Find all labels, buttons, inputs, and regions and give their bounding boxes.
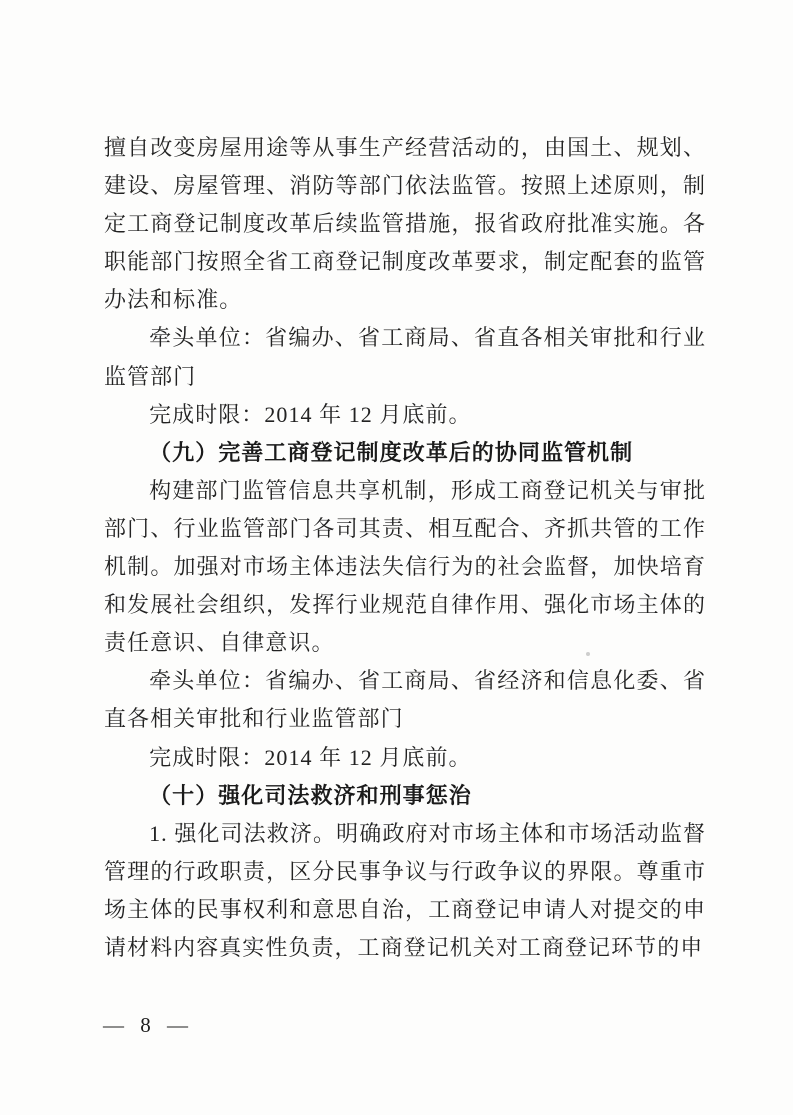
text-block bbox=[104, 129, 706, 967]
lead-unit-line-section9-2: 牵头单位：省编办、省工商局、省经济和信息化委、省直各相关审批和行业监管部门 bbox=[104, 668, 706, 732]
scan-artifact-speck bbox=[586, 652, 590, 656]
lead-unit-line-section9: 牵头单位：省编办、省工商局、省直各相关审批和行业监管部门 bbox=[104, 325, 706, 389]
body-paragraph-section9: 构建部门监管信息共享机制，形成工商登记机关与审批部门、行业监管部门各司其责、相互配合、齐抓共管的工作机制。加强对市场主体违法失信行为的社会监督，加快培育和发展社会组织，发挥行业规范自律作用、强化市场主体的责任意识、自律意识。 bbox=[104, 477, 706, 656]
deadline-line-section9-2: 完成时限：2014 年 12 月底前。 bbox=[149, 744, 472, 770]
body-paragraph-section10: 1. 强化司法救济。明确政府对市场主体和市场活动监督管理的行政职责，区分民事争议与行政争议的界限。尊重市场主体的民事权利和意思自治，工商登记申请人对提交的申请材料内容真实性负责，工商登记机关对工商登记环节的申 bbox=[104, 820, 706, 960]
section-heading-10: （十）强化司法救济和刑事惩治 bbox=[149, 782, 472, 808]
page-number: — 8 — bbox=[103, 1013, 189, 1037]
section-heading-9: （九）完善工商登记制度改革后的协同监管机制 bbox=[149, 439, 634, 465]
deadline-line-section9: 完成时限：2014 年 12 月底前。 bbox=[149, 401, 472, 427]
paragraph-continued-from-previous-page: 擅自改变房屋用途等从事生产经营活动的，由国土、规划、建设、房屋管理、消防等部门依法监管。按照上述原则，制定工商登记制度改革后续监管措施，报省政府批准实施。各职能部门按照全省工商登记制度改革要求，制定配套的监管办法和标准。 bbox=[104, 135, 706, 313]
